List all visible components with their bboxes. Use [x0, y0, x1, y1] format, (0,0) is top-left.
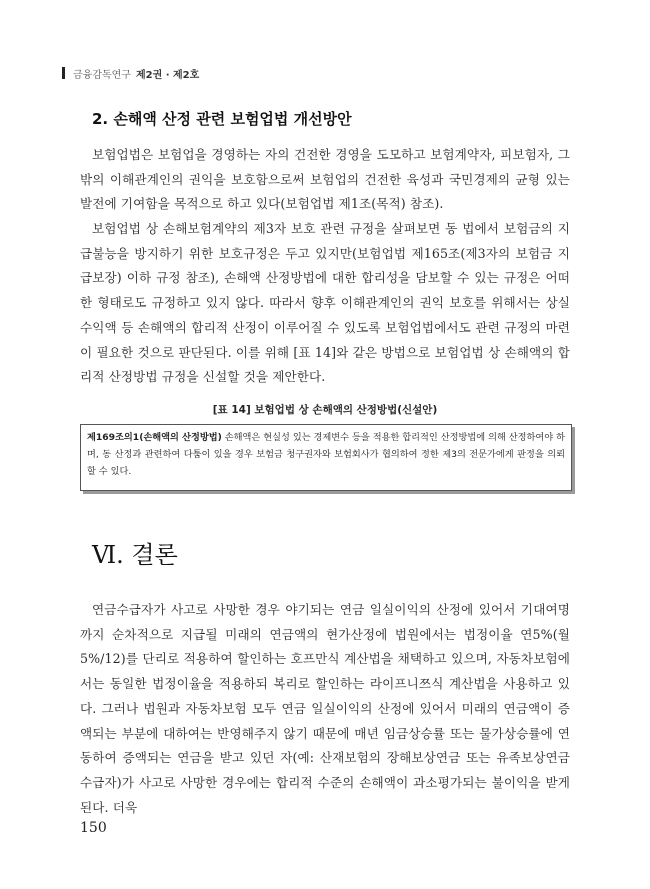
article-title: 제169조의1(손해액의 산정방법)	[87, 432, 222, 443]
table-caption: [표 14] 보험업법 상 손해액의 산정방법(신설안)	[212, 404, 438, 416]
journal-title: 금융감독연구	[73, 69, 131, 81]
running-header	[62, 66, 199, 80]
body-paragraph-2: 보험업법 상 손해보험계약의 제3자 보호 관련 규정을 살펴보면 동 법에서 보험금의 지급불능을 방지하기 위한 보호규정은 두고 있지만(보험업법 제165조(제3자의 보험금 지급보장) 이하 규정 참조), 손해액 산정방법에 대한 합리성을 담보할 수 있는 규정은 어떠한 형태로도 규정하고 있지 않다. 따라서 향후 이해관계인의 권익 보호를 위해서는 상실수익액 등 손해액의 합리적 산정이 이루어질 수 있도록 보험업법에서도 관련 규정의 마련이 필요한 것으로 판단된다. 이를 위해 [표 14]와 같은 방법으로 보험업법 상 손해액의 합리적 산정방법 규정을 신설할 것을 제안한다.	[80, 221, 570, 385]
proposal-box	[80, 424, 572, 491]
body-paragraph-3: 연금수급자가 사고로 사망한 경우 야기되는 연금 일실이익의 산정에 있어서 기대여명까지 순차적으로 지급될 미래의 연금액의 현가산정에 법원에서는 법정이율 연5%(월 5%/12)를 단리로 적용하여 할인하는 호프만식 계산법을 채택하고 있으며, 자동차보험에서는 동일한 법정이율을 적용하되 복리로 할인하는 라이프니쯔식 계산법을 사용하고 있다. 그러나 법원과 자동차보험 모두 연금 일실이익의 산정에 있어서 미래의 연금액이 증액되는 부분에 대하여는 반영해주지 않기 때문에 매년 임금상승률 또는 물가상승률에 연동하여 증액되는 연금을 받고 있던 자(예: 산재보험의 장해보상연금 또는 유족보상연금 수급자)가 사고로 사망한 경우에는 합리적 수준의 손해액이 과소평가되는 불이익을 받게 된다. 더욱	[80, 602, 570, 815]
header-bar	[62, 67, 65, 79]
body-paragraph-1: 보험업법은 보험업을 경영하는 자의 건전한 경영을 도모하고 보험계약자, 피보험자, 그 밖의 이해관계인의 권익을 보호함으로써 보험업의 건전한 육성과 국민경제의 균형 있는 발전에 기여함을 목적으로 하고 있다(보험업법 제1조(목적) 참조).	[80, 147, 570, 212]
section-heading: 2. 손해액 산정 관련 보험업법 개선방안	[92, 110, 352, 128]
page-number: 150	[80, 820, 107, 836]
volume-issue: 제2권 · 제2호	[135, 69, 200, 81]
article-body: 손해액은 현실성 있는 경제변수 등을 적용한 합리적인 산정방법에 의해 산정하여야 하며, 동 산정과 관련하여 다툼이 있을 경우 보험금 청구권자와 보험회사가 협의하여 정한 제3의 전문가에게 판정을 의뢰할 수 있다.	[87, 432, 565, 477]
chapter-heading: Ⅵ. 결론	[92, 541, 178, 569]
